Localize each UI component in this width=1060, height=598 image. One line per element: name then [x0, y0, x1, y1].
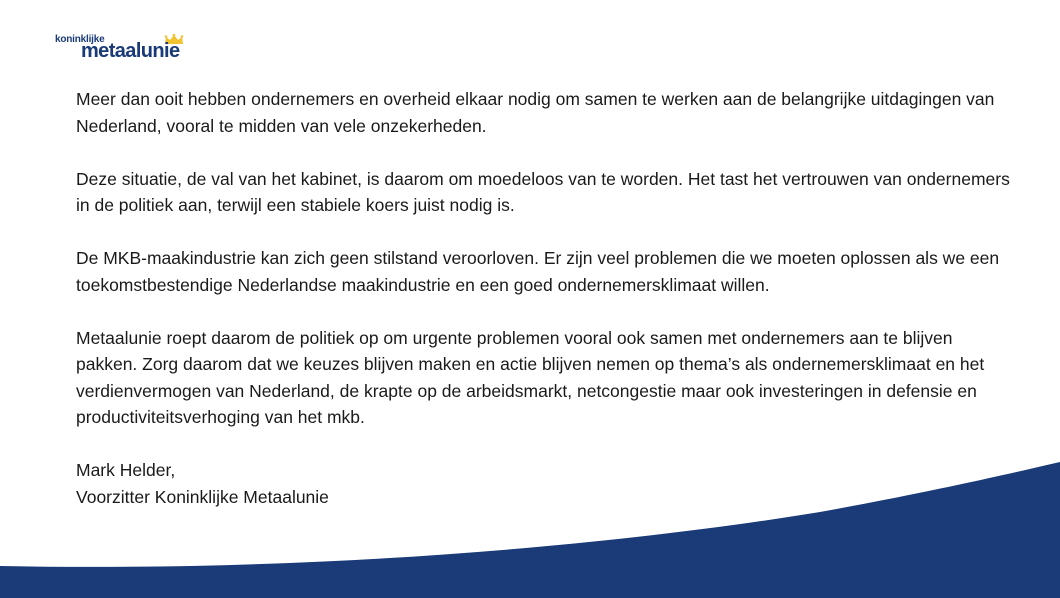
- paragraph-2: Deze situatie, de val van het kabinet, is daarom om moedeloos van te worden. Het tast het vertrouwen van ondernemers in de politiek aan, terwijl een stabiele koers juist nodig is.: [76, 168, 1010, 215]
- signature-title: Voorzitter Koninklijke Metaalunie: [76, 486, 329, 507]
- logo-main-word: metaalunie: [81, 40, 180, 62]
- signature: [76, 457, 1011, 510]
- logo-top-word: koninklijke: [55, 34, 105, 45]
- statement-body: [76, 86, 1011, 510]
- paragraph-1: Meer dan ooit hebben ondernemers en overheid elkaar nodig om samen te werken aan de belangrijke uitdagingen van Nederland, vooral te midden van vele onzekerheden.: [76, 89, 995, 136]
- metaalunie-logo: [55, 34, 195, 64]
- paragraph-3: De MKB-maakindustrie kan zich geen stilstand veroorloven. Er zijn veel problemen die we moeten oplossen als we een toekomstbestendige Nederlandse maakindustrie en een goed ondernemersklimaat willen.: [76, 248, 1000, 295]
- paragraph-4: Metaalunie roept daarom de politiek op om urgente problemen vooral ook samen met ondernemers aan te blijven pakken. Zorg daarom dat we keuzes blijven maken en actie blijven nemen op thema’s als ondernemersklimaat en het verdienvermogen van Nederland, de krapte op de arbeidsmarkt, netcongestie maar ook investeringen in defensie en productiviteitsverhoging van het mkb.: [76, 327, 985, 427]
- signature-name: Mark Helder,: [76, 460, 176, 480]
